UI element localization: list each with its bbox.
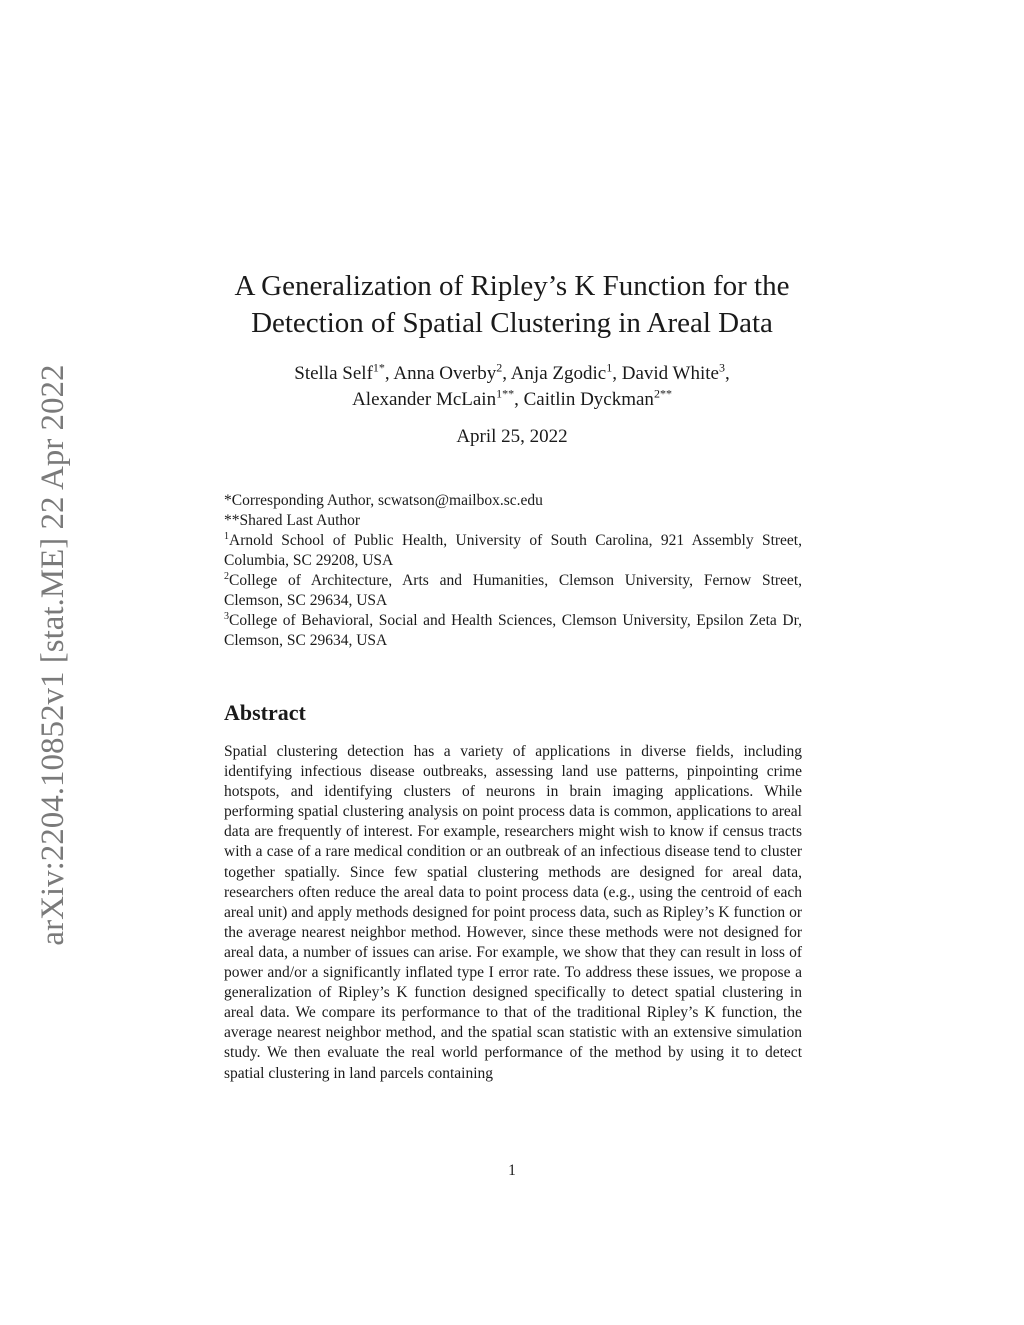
- author-name: Stella Self: [294, 363, 373, 384]
- author-name: Alexander McLain: [352, 389, 497, 410]
- affiliation-mark: 3: [224, 610, 229, 622]
- author-affil-mark: 1: [606, 360, 613, 375]
- author-affil-mark: 3: [718, 360, 725, 375]
- shared-last-author-note: **Shared Last Author: [224, 512, 361, 529]
- author-affil-mark: 1*: [372, 360, 385, 375]
- abstract-heading: Abstract: [224, 700, 306, 725]
- author-name: Anna Overby: [393, 363, 497, 384]
- author-list: [180, 361, 844, 413]
- page-number: 1: [508, 1162, 516, 1179]
- paper-title: [180, 268, 844, 342]
- affiliation-mark: 2: [224, 570, 229, 582]
- affiliation-text: College of Architecture, Arts and Humanities, Clemson University, Fernow Street, Clemson, SC 29634, USA: [224, 572, 802, 609]
- author-line-2: Alexander McLain$^{1**}$, Caitlin Dyckman$^{2**}$: [352, 386, 672, 410]
- author-affil-mark: 2: [496, 360, 503, 375]
- affiliation-text: Arnold School of Public Health, University of South Carolina, 921 Assembly Street, Columbia, SC 29208, USA: [224, 532, 802, 569]
- author-name: Caitlin Dyckman: [523, 389, 654, 410]
- author-name: David White: [621, 363, 719, 384]
- author-affil-mark: 1**: [496, 386, 515, 401]
- affiliation-item: [224, 531, 802, 571]
- corresponding-author-note: *Corresponding Author, scwatson@mailbox.sc.edu: [224, 492, 543, 509]
- arxiv-identifier: arXiv:2204.10852v1 [stat.ME] 22 Apr 2022: [35, 364, 71, 946]
- affiliations-block: [224, 491, 802, 651]
- title-line-2: Detection of Spatial Clustering in Areal Data: [251, 307, 773, 339]
- author-affil-mark: 2**: [653, 386, 672, 401]
- affiliation-mark: 1: [224, 530, 229, 542]
- title-line-1: A Generalization of Ripley’s K Function for the: [234, 270, 790, 302]
- author-line-1: Stella Self$^{1*}$, Anna Overby$^2$, Anja Zgodic$^1$, David White$^3$,: [294, 360, 730, 384]
- author-name: Anja Zgodic: [510, 363, 607, 384]
- affiliation-item: [224, 611, 802, 651]
- publication-date: April 25, 2022: [456, 426, 568, 447]
- abstract-text: Spatial clustering detection has a variety of applications in diverse fields, including identifying infectious disease outbreaks, assessing land use patterns, pinpointing crime hotspots, and identifying clusters of neurons in brain imaging applications. While performing spatial clustering analysis on point process data is common, applications to areal data are frequently of interest. For example, researchers might wish to know if census tracts with a case of a rare medical condition or an outbreak of an infectious disease tend to cluster together spatially. Since few spatial clustering methods are designed for areal data, researchers often reduce the areal data to point process data (e.g., using the centroid of each areal unit) and apply methods designed for point process data, such as Ripley’s K function or the average nearest neighbor method. However, since these methods were not designed for areal data, a number of issues can arise. For example, we show that they can result in loss of power and/or a significantly inflated type I error rate. To address these issues, we propose a generalization of Ripley’s K function designed specifically to detect spatial clustering in areal data. We compare its performance to that of the traditional Ripley’s K function, the average nearest neighbor method, and the spatial scan statistic with an extensive simulation study. We then evaluate the real world performance of the method by using it to detect spatial clustering in land parcels containing: [224, 743, 802, 1082]
- affiliation-item: [224, 571, 802, 611]
- affiliation-text: College of Behavioral, Social and Health Sciences, Clemson University, Epsilon Zeta Dr, Clemson, SC 29634, USA: [224, 612, 802, 649]
